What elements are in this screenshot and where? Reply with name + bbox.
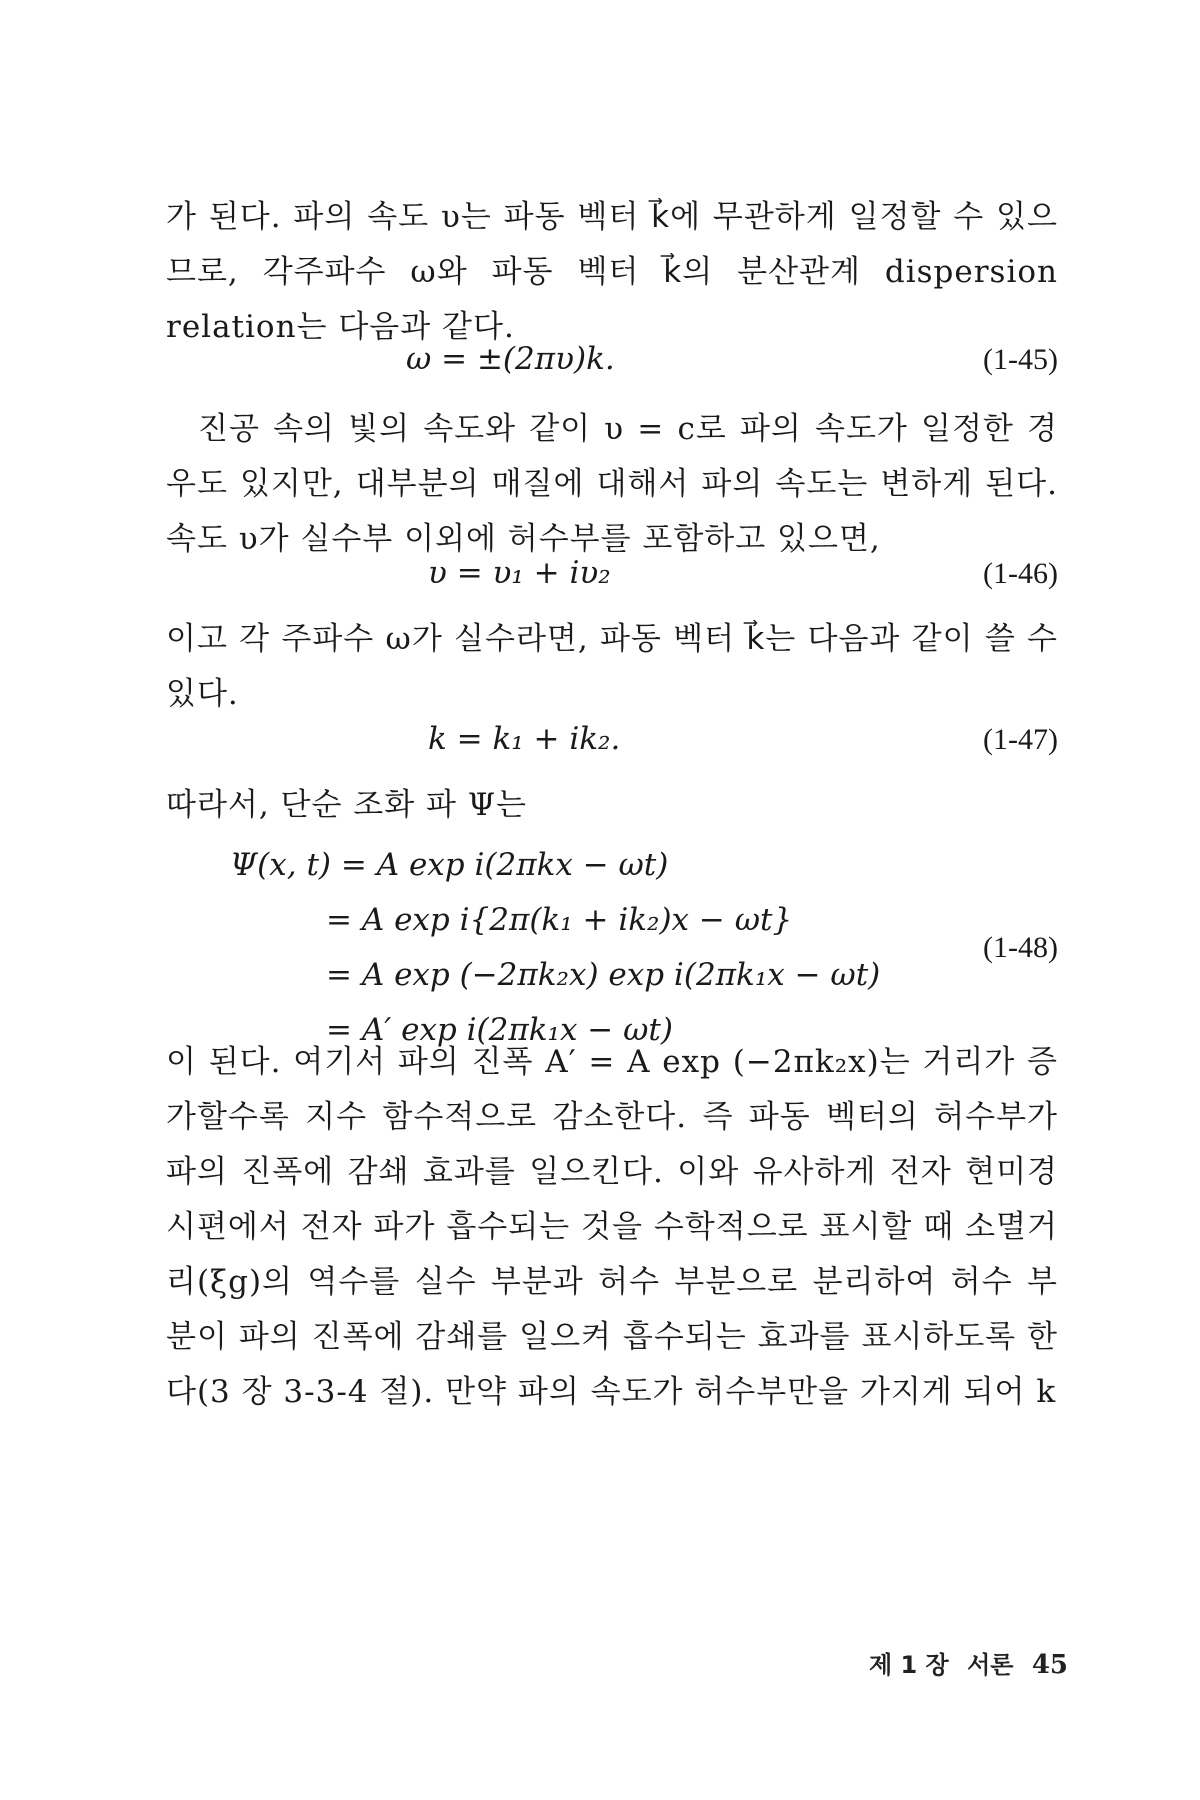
paragraph-3: 이고 각 주파수 ω가 실수라면, 파동 벡터 k⃗는 다음과 같이 쓸 수 있다.: [166, 621, 1058, 712]
footer-chapter: 제 1 장: [868, 1651, 949, 1679]
equation-1-48-number: (1-48): [983, 931, 1058, 964]
equation-1-48-line-3: = A exp (−2πk₂x) exp i(2πk₁x − ωt): [326, 957, 881, 993]
equation-1-47-number: (1-47): [983, 723, 1058, 756]
footer-title: 서론: [967, 1651, 1014, 1679]
equation-1-45: [166, 332, 1058, 387]
equation-1-48-line-2: = A exp i{2π(k₁ + ik₂)x − ωt}: [326, 902, 793, 938]
equation-1-48-line-1: Ψ(x, t) = A exp i(2πkx − ωt): [230, 847, 669, 883]
paragraph-5: 이 된다. 여기서 파의 진폭 A′ = A exp (−2πk₂x)는 거리가 증가할수록 지수 함수적으로 감소한다. 즉 파동 벡터의 허수부가 파의 진폭에 감쇄 효과를 일으킨다. 이와 유사하게 전자 현미경 시편에서 전자 파가 흡수되는 것을 수학적으로 표시할 때 소멸거리(ξg)의 역수를 실수 부분과 허수 부분으로 분리하여 허수 부분이 파의 진폭에 감쇄를 일으켜 흡수되는 효과를 표시하도록 한다(3 장 3-3-4 절). 만약 파의 속도가 허수부만을 가지게 되어 k: [166, 1044, 1058, 1410]
equation-1-48-line-4: = A′ exp i(2πk₁x − ωt): [326, 1012, 673, 1048]
paragraph-4: 따라서, 단순 조화 파 Ψ는: [166, 787, 527, 823]
equation-1-46-expr: υ = υ₁ + iυ₂: [428, 555, 611, 591]
equation-1-48: [166, 838, 1058, 1058]
paragraph-1: 가 된다. 파의 속도 υ는 파동 벡터 k⃗에 무관하게 일정할 수 있으므로, 각주파수 ω와 파동 벡터 k⃗의 분산관계 dispersion relation는 다음과 같다.: [166, 199, 1058, 345]
equation-1-47-expr: k = k₁ + ik₂.: [428, 721, 621, 757]
equation-1-46: [166, 546, 1058, 601]
equation-1-45-expr: ω = ±(2πυ)k.: [406, 341, 615, 377]
equation-1-47: [166, 712, 1058, 767]
equation-1-46-number: (1-46): [983, 557, 1058, 590]
paragraph-2: 진공 속의 빛의 속도와 같이 υ = c로 파의 속도가 일정한 경우도 있지만, 대부분의 매질에 대해서 파의 속도는 변하게 된다. 속도 υ가 실수부 이외에 허수부를 포함하고 있으면,: [166, 411, 1058, 557]
page-number: 45: [1031, 1650, 1068, 1680]
page-footer: [859, 1645, 1068, 1680]
equation-1-45-number: (1-45): [983, 343, 1058, 376]
